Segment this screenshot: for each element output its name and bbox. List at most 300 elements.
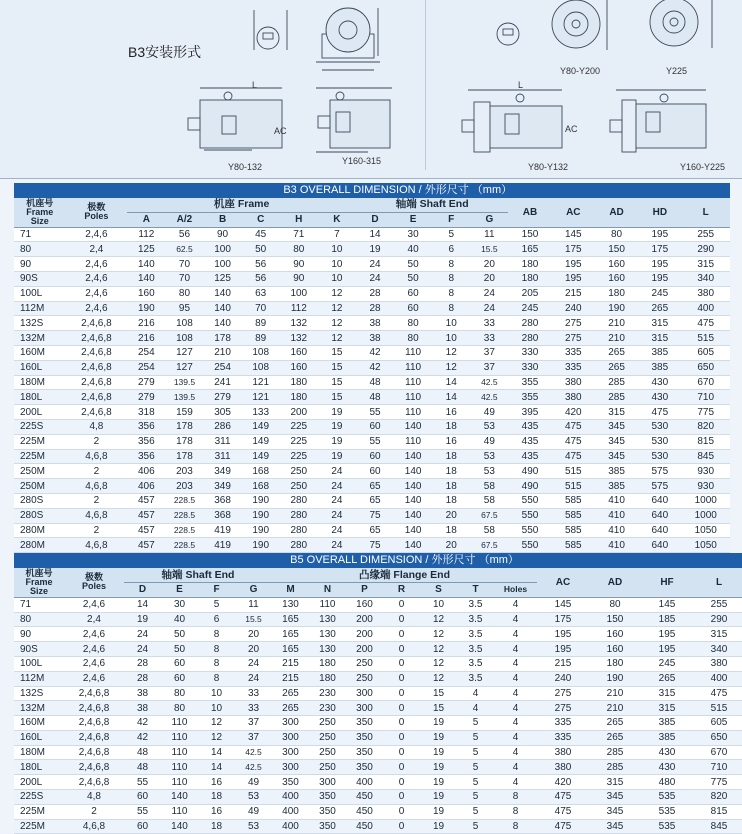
table-cell: 311 bbox=[204, 434, 242, 449]
table-cell: 318 bbox=[127, 405, 165, 420]
label-y225: Y225 bbox=[666, 66, 688, 76]
table-cell: 0 bbox=[383, 597, 420, 612]
table-cell: 315 bbox=[641, 701, 693, 716]
table-cell: 400 bbox=[693, 671, 742, 686]
table-cell: 28 bbox=[356, 286, 394, 301]
table-cell: 475 bbox=[552, 449, 595, 464]
table-cell: 670 bbox=[681, 375, 730, 390]
table-row bbox=[14, 804, 742, 819]
table-cell: 368 bbox=[204, 493, 242, 508]
table-cell: 420 bbox=[537, 775, 589, 790]
table-cell: 75 bbox=[356, 508, 394, 523]
table-cell: 4 bbox=[494, 642, 537, 657]
table-cell: 37 bbox=[235, 716, 272, 731]
table-cell: 80 bbox=[161, 701, 198, 716]
table-cell: 60 bbox=[124, 819, 161, 834]
b5-poles-cn: 极数 bbox=[84, 572, 103, 583]
b5-col-E: E bbox=[161, 582, 198, 597]
table-cell: 4 bbox=[494, 701, 537, 716]
diagram-divider bbox=[425, 0, 426, 170]
table-cell: 4 bbox=[457, 701, 494, 716]
table-cell: 70 bbox=[165, 257, 203, 272]
table-cell: 180 bbox=[508, 257, 551, 272]
table-cell: 350 bbox=[272, 775, 309, 790]
frame-size-cell: 80 bbox=[14, 242, 66, 257]
b3-col-F: F bbox=[432, 212, 470, 227]
table-cell: 585 bbox=[552, 523, 595, 538]
table-row bbox=[14, 716, 742, 731]
poles-cell: 2,4,6 bbox=[64, 627, 124, 642]
b5-shaft-group-header: 轴端 Shaft End bbox=[124, 568, 272, 582]
table-cell: 8 bbox=[494, 804, 537, 819]
table-cell: 140 bbox=[394, 523, 432, 538]
table-cell: 10 bbox=[420, 597, 457, 612]
table-cell: 845 bbox=[681, 449, 730, 464]
table-cell: 280 bbox=[508, 316, 551, 331]
table-cell: 355 bbox=[508, 390, 551, 405]
table-cell: 60 bbox=[161, 671, 198, 686]
table-cell: 300 bbox=[272, 760, 309, 775]
table-cell: 178 bbox=[165, 434, 203, 449]
table-cell: 315 bbox=[638, 331, 681, 346]
table-cell: 406 bbox=[127, 464, 165, 479]
table-row bbox=[14, 656, 742, 671]
table-cell: 24 bbox=[124, 642, 161, 657]
poles-cell: 2,4,6 bbox=[66, 301, 128, 316]
table-cell: 311 bbox=[204, 449, 242, 464]
table-cell: 33 bbox=[470, 331, 508, 346]
table-cell: 315 bbox=[589, 775, 641, 790]
table-cell: 395 bbox=[508, 405, 551, 420]
table-cell: 19 bbox=[420, 760, 457, 775]
table-cell: 12 bbox=[420, 612, 457, 627]
b5-shaft-section bbox=[497, 23, 519, 45]
table-cell: 125 bbox=[204, 271, 242, 286]
table-cell: 108 bbox=[242, 345, 280, 360]
table-cell: 19 bbox=[318, 405, 356, 420]
table-cell: 5 bbox=[457, 745, 494, 760]
table-cell: 112 bbox=[127, 227, 165, 242]
table-cell: 12 bbox=[420, 656, 457, 671]
table-cell: 140 bbox=[161, 790, 198, 805]
table-row bbox=[14, 790, 742, 805]
table-cell: 108 bbox=[165, 316, 203, 331]
b5-dimension-table bbox=[14, 553, 742, 834]
table-cell: 265 bbox=[272, 701, 309, 716]
table-cell: 30 bbox=[394, 227, 432, 242]
table-cell: 215 bbox=[272, 671, 309, 686]
b3-frame-size-en1: Frame bbox=[26, 206, 54, 217]
table-cell: 670 bbox=[693, 745, 742, 760]
table-cell: 14 bbox=[356, 227, 394, 242]
table-cell: 265 bbox=[272, 686, 309, 701]
table-cell: 0 bbox=[383, 790, 420, 805]
table-row bbox=[14, 390, 730, 405]
end-view-drawing bbox=[316, 8, 380, 70]
table-cell: 475 bbox=[681, 316, 730, 331]
table-cell: 24 bbox=[356, 257, 394, 272]
table-cell: 330 bbox=[508, 345, 551, 360]
table-cell: 230 bbox=[309, 686, 346, 701]
table-cell: 19 bbox=[420, 819, 457, 834]
table-cell: 18 bbox=[432, 479, 470, 494]
table-cell: 280 bbox=[280, 493, 318, 508]
b3-col-HD: HD bbox=[638, 198, 681, 227]
table-cell: 24 bbox=[235, 671, 272, 686]
table-cell: 60 bbox=[356, 464, 394, 479]
table-cell: 335 bbox=[552, 345, 595, 360]
frame-size-cell: 112M bbox=[14, 301, 66, 316]
table-cell: 300 bbox=[272, 716, 309, 731]
table-cell: 130 bbox=[272, 597, 309, 612]
table-cell: 0 bbox=[383, 819, 420, 834]
b5-col-D: D bbox=[124, 582, 161, 597]
table-cell: 160 bbox=[280, 360, 318, 375]
table-cell: 228.5 bbox=[165, 508, 203, 523]
table-cell: 18 bbox=[432, 523, 470, 538]
table-cell: 14 bbox=[432, 390, 470, 405]
table-cell: 6 bbox=[432, 242, 470, 257]
table-cell: 8 bbox=[432, 286, 470, 301]
table-cell: 168 bbox=[242, 479, 280, 494]
table-cell: 28 bbox=[356, 301, 394, 316]
table-cell: 815 bbox=[681, 434, 730, 449]
table-cell: 95 bbox=[165, 301, 203, 316]
table-cell: 5 bbox=[457, 804, 494, 819]
table-cell: 0 bbox=[383, 730, 420, 745]
table-cell: 515 bbox=[552, 479, 595, 494]
table-cell: 300 bbox=[272, 745, 309, 760]
poles-cell: 2,4,6 bbox=[66, 257, 128, 272]
table-cell: 15 bbox=[420, 686, 457, 701]
table-cell: 250 bbox=[280, 464, 318, 479]
table-cell: 180 bbox=[595, 286, 638, 301]
table-cell: 165 bbox=[508, 242, 551, 257]
poles-cell: 4,8 bbox=[64, 790, 124, 805]
table-row bbox=[14, 271, 730, 286]
table-cell: 228.5 bbox=[165, 523, 203, 538]
table-cell: 110 bbox=[161, 804, 198, 819]
table-cell: 11 bbox=[235, 597, 272, 612]
table-cell: 19 bbox=[420, 775, 457, 790]
frame-size-cell: 90S bbox=[14, 271, 66, 286]
b3-table-body bbox=[14, 227, 730, 553]
table-cell: 345 bbox=[589, 819, 641, 834]
table-cell: 20 bbox=[432, 508, 470, 523]
table-cell: 250 bbox=[309, 730, 346, 745]
table-cell: 149 bbox=[242, 419, 280, 434]
table-row bbox=[14, 227, 730, 242]
table-cell: 210 bbox=[595, 331, 638, 346]
table-cell: 110 bbox=[394, 375, 432, 390]
poles-cell: 2,4,6 bbox=[66, 286, 128, 301]
table-cell: 315 bbox=[681, 257, 730, 272]
table-cell: 385 bbox=[595, 479, 638, 494]
table-cell: 4 bbox=[494, 686, 537, 701]
table-cell: 280 bbox=[508, 331, 551, 346]
table-cell: 650 bbox=[693, 730, 742, 745]
frame-size-cell: 90 bbox=[14, 257, 66, 272]
table-cell: 110 bbox=[394, 434, 432, 449]
table-cell: 475 bbox=[638, 405, 681, 420]
table-cell: 400 bbox=[272, 804, 309, 819]
frame-size-cell: 132M bbox=[14, 701, 64, 716]
table-cell: 315 bbox=[693, 627, 742, 642]
frame-size-cell: 280M bbox=[14, 538, 66, 553]
table-cell: 5 bbox=[198, 597, 235, 612]
table-cell: 15 bbox=[318, 375, 356, 390]
table-cell: 14 bbox=[124, 597, 161, 612]
table-cell: 180 bbox=[280, 390, 318, 405]
frame-size-cell: 80 bbox=[14, 612, 64, 627]
table-cell: 450 bbox=[346, 819, 383, 834]
table-cell: 67.5 bbox=[470, 508, 508, 523]
table-cell: 60 bbox=[356, 419, 394, 434]
table-cell: 340 bbox=[693, 642, 742, 657]
dim-AC-right: AC bbox=[565, 124, 578, 134]
table-cell: 515 bbox=[681, 331, 730, 346]
table-cell: 930 bbox=[681, 464, 730, 479]
b3-poles-header bbox=[66, 198, 128, 227]
table-cell: 286 bbox=[204, 419, 242, 434]
table-cell: 140 bbox=[394, 493, 432, 508]
b3-col-E: E bbox=[394, 212, 432, 227]
table-cell: 420 bbox=[552, 405, 595, 420]
table-cell: 550 bbox=[508, 523, 551, 538]
table-cell: 60 bbox=[161, 656, 198, 671]
table-cell: 38 bbox=[124, 686, 161, 701]
table-cell: 5 bbox=[457, 760, 494, 775]
table-cell: 4 bbox=[494, 656, 537, 671]
table-cell: 140 bbox=[394, 449, 432, 464]
table-cell: 5 bbox=[457, 730, 494, 745]
poles-cell: 2,4,6,8 bbox=[66, 360, 128, 375]
frame-size-cell: 280M bbox=[14, 523, 66, 538]
table-cell: 28 bbox=[124, 656, 161, 671]
b3-col-A: A bbox=[127, 212, 165, 227]
table-cell: 240 bbox=[552, 301, 595, 316]
table-cell: 49 bbox=[470, 434, 508, 449]
table-cell: 380 bbox=[552, 390, 595, 405]
table-cell: 265 bbox=[638, 301, 681, 316]
table-row bbox=[14, 242, 730, 257]
table-cell: 275 bbox=[537, 686, 589, 701]
table-cell: 12 bbox=[318, 301, 356, 316]
poles-cell: 4,6,8 bbox=[66, 449, 128, 464]
table-cell: 430 bbox=[638, 390, 681, 405]
table-cell: 58 bbox=[470, 479, 508, 494]
table-cell: 185 bbox=[641, 612, 693, 627]
table-cell: 245 bbox=[641, 656, 693, 671]
b3-title: B3 OVERALL DIMENSION / 外形尺寸 （mm） bbox=[66, 183, 731, 198]
table-row bbox=[14, 627, 742, 642]
table-cell: 200 bbox=[280, 405, 318, 420]
poles-cell: 4,6,8 bbox=[66, 538, 128, 553]
table-cell: 380 bbox=[681, 286, 730, 301]
table-cell: 48 bbox=[124, 760, 161, 775]
table-cell: 0 bbox=[383, 671, 420, 686]
table-cell: 450 bbox=[346, 790, 383, 805]
table-cell: 335 bbox=[552, 360, 595, 375]
table-cell: 180 bbox=[508, 271, 551, 286]
table-cell: 42 bbox=[356, 345, 394, 360]
b5-table-body bbox=[14, 597, 742, 834]
table-cell: 4 bbox=[494, 775, 537, 790]
table-cell: 53 bbox=[470, 464, 508, 479]
table-cell: 24 bbox=[124, 627, 161, 642]
table-cell: 60 bbox=[394, 286, 432, 301]
table-cell: 530 bbox=[638, 449, 681, 464]
frame-size-cell: 225M bbox=[14, 819, 64, 834]
table-cell: 24 bbox=[318, 538, 356, 553]
table-cell: 435 bbox=[508, 449, 551, 464]
frame-size-cell: 100L bbox=[14, 656, 64, 671]
table-cell: 110 bbox=[394, 360, 432, 375]
b5-col-L: L bbox=[693, 568, 742, 597]
table-cell: 112 bbox=[280, 301, 318, 316]
table-cell: 62.5 bbox=[165, 242, 203, 257]
table-cell: 210 bbox=[595, 316, 638, 331]
table-cell: 457 bbox=[127, 493, 165, 508]
poles-cell: 2,4,6 bbox=[64, 656, 124, 671]
table-cell: 265 bbox=[595, 345, 638, 360]
table-cell: 285 bbox=[589, 745, 641, 760]
table-cell: 8 bbox=[198, 627, 235, 642]
poles-cell: 2,4,6,8 bbox=[66, 390, 128, 405]
table-cell: 56 bbox=[242, 257, 280, 272]
table-cell: 605 bbox=[681, 345, 730, 360]
table-cell: 400 bbox=[346, 775, 383, 790]
table-cell: 0 bbox=[383, 716, 420, 731]
table-cell: 180 bbox=[309, 656, 346, 671]
table-cell: 12 bbox=[198, 716, 235, 731]
frame-size-cell: 90S bbox=[14, 642, 64, 657]
table-row bbox=[14, 449, 730, 464]
table-cell: 4 bbox=[457, 686, 494, 701]
poles-cell: 2,4,6,8 bbox=[64, 686, 124, 701]
table-cell: 10 bbox=[318, 271, 356, 286]
table-cell: 285 bbox=[589, 760, 641, 775]
table-cell: 457 bbox=[127, 538, 165, 553]
table-cell: 280 bbox=[280, 538, 318, 553]
frame-size-cell: 160M bbox=[14, 716, 64, 731]
frame-size-cell: 200L bbox=[14, 405, 66, 420]
table-cell: 42.5 bbox=[235, 745, 272, 760]
table-cell: 200 bbox=[346, 627, 383, 642]
table-cell: 380 bbox=[693, 656, 742, 671]
b5-col-P: P bbox=[346, 582, 383, 597]
table-cell: 4 bbox=[494, 671, 537, 686]
table-cell: 145 bbox=[537, 597, 589, 612]
table-cell: 159 bbox=[165, 405, 203, 420]
table-cell: 140 bbox=[127, 257, 165, 272]
table-row bbox=[14, 701, 742, 716]
table-cell: 160 bbox=[589, 627, 641, 642]
table-cell: 4 bbox=[494, 716, 537, 731]
table-cell: 195 bbox=[638, 257, 681, 272]
table-cell: 815 bbox=[693, 804, 742, 819]
table-cell: 140 bbox=[204, 316, 242, 331]
table-cell: 475 bbox=[552, 419, 595, 434]
table-cell: 165 bbox=[272, 612, 309, 627]
table-cell: 195 bbox=[641, 642, 693, 657]
diagram-area bbox=[0, 0, 742, 179]
table-cell: 140 bbox=[204, 301, 242, 316]
table-cell: 820 bbox=[693, 790, 742, 805]
table-row bbox=[14, 286, 730, 301]
table-cell: 245 bbox=[638, 286, 681, 301]
table-cell: 585 bbox=[552, 538, 595, 553]
table-cell: 3.5 bbox=[457, 627, 494, 642]
table-cell: 45 bbox=[242, 227, 280, 242]
table-cell: 530 bbox=[638, 419, 681, 434]
table-cell: 10 bbox=[198, 701, 235, 716]
table-cell: 3.5 bbox=[457, 597, 494, 612]
table-cell: 160 bbox=[589, 642, 641, 657]
table-cell: 535 bbox=[641, 790, 693, 805]
poles-cell: 2,4,6,8 bbox=[64, 745, 124, 760]
table-cell: 15 bbox=[420, 701, 457, 716]
table-cell: 345 bbox=[595, 434, 638, 449]
table-row bbox=[14, 686, 742, 701]
table-cell: 130 bbox=[309, 627, 346, 642]
table-cell: 110 bbox=[161, 760, 198, 775]
poles-cell: 2,4 bbox=[64, 612, 124, 627]
table-cell: 475 bbox=[552, 434, 595, 449]
table-cell: 350 bbox=[309, 819, 346, 834]
table-cell: 410 bbox=[595, 523, 638, 538]
table-cell: 20 bbox=[235, 627, 272, 642]
table-cell: 385 bbox=[638, 345, 681, 360]
table-cell: 15.5 bbox=[470, 242, 508, 257]
table-cell: 535 bbox=[641, 819, 693, 834]
table-cell: 4 bbox=[494, 745, 537, 760]
table-cell: 42 bbox=[124, 730, 161, 745]
table-cell: 53 bbox=[470, 449, 508, 464]
table-cell: 241 bbox=[204, 375, 242, 390]
table-cell: 56 bbox=[165, 227, 203, 242]
table-row bbox=[14, 301, 730, 316]
table-cell: 24 bbox=[318, 493, 356, 508]
table-cell: 7 bbox=[318, 227, 356, 242]
table-cell: 60 bbox=[394, 301, 432, 316]
table-cell: 180 bbox=[589, 656, 641, 671]
table-cell: 210 bbox=[589, 701, 641, 716]
b5-col-R: R bbox=[383, 582, 420, 597]
frame-size-cell: 132S bbox=[14, 686, 64, 701]
table-row bbox=[14, 316, 730, 331]
table-cell: 71 bbox=[280, 227, 318, 242]
b5-poles-en: Poles bbox=[81, 581, 106, 592]
table-cell: 228.5 bbox=[165, 538, 203, 553]
frame-size-cell: 160L bbox=[14, 360, 66, 375]
table-row bbox=[14, 538, 730, 553]
table-cell: 1050 bbox=[681, 538, 730, 553]
table-cell: 60 bbox=[356, 449, 394, 464]
table-cell: 10 bbox=[432, 316, 470, 331]
b3-col-AC: AC bbox=[552, 198, 595, 227]
table-cell: 149 bbox=[242, 449, 280, 464]
table-cell: 12 bbox=[432, 360, 470, 375]
table-cell: 203 bbox=[165, 464, 203, 479]
table-cell: 121 bbox=[242, 390, 280, 405]
table-cell: 480 bbox=[641, 775, 693, 790]
table-cell: 15 bbox=[318, 345, 356, 360]
table-row bbox=[14, 730, 742, 745]
shaft-section-drawing bbox=[257, 27, 279, 49]
table-cell: 406 bbox=[127, 479, 165, 494]
table-cell: 24 bbox=[318, 508, 356, 523]
